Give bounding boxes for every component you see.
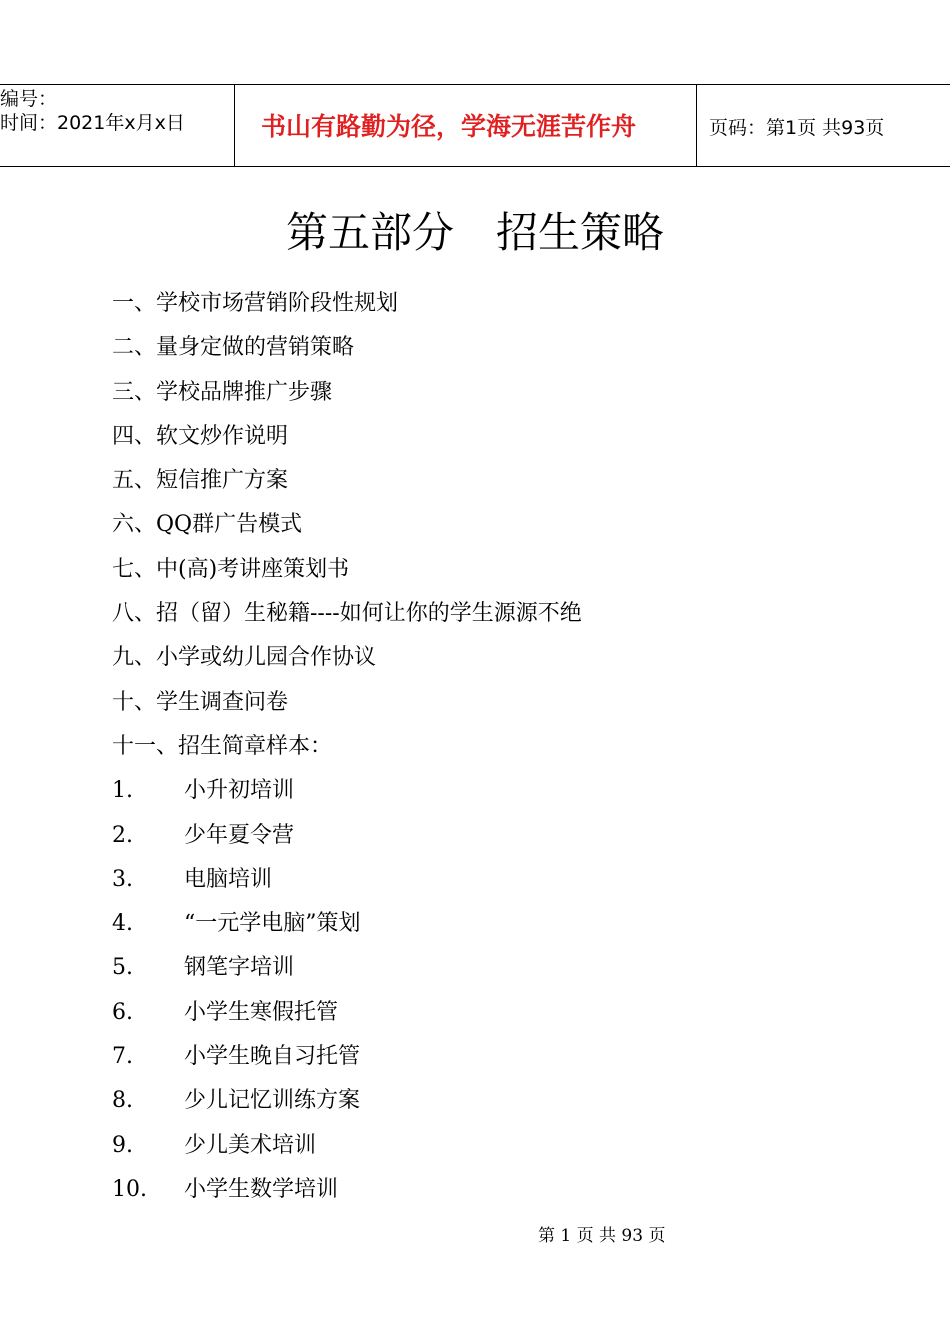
toc-section-item: 十一、招生简章样本： — [112, 733, 333, 759]
sample-list-item — [112, 771, 582, 815]
sample-title: 少年夏令营 — [184, 822, 295, 848]
sample-list-item — [112, 904, 582, 948]
sample-list-item — [112, 1037, 582, 1081]
header-motto: 书山有路勤为径，学海无涯苦作舟 — [261, 112, 637, 141]
page-header — [0, 84, 950, 167]
page-footer-number: 第 1 页 共 93 页 — [538, 1226, 666, 1246]
sample-list-item — [112, 1081, 582, 1125]
toc-section-item: 八、招（留）生秘籍----如何让你的学生源源不绝 — [112, 601, 582, 627]
sample-number: 5. — [112, 955, 133, 981]
sample-list-item — [112, 1170, 582, 1214]
header-left-cell — [0, 85, 235, 166]
toc-section-item: 七、中(高)考讲座策划书 — [112, 556, 350, 582]
sample-number: 1. — [112, 778, 133, 804]
toc-section-item: 六、QQ群广告模式 — [112, 512, 303, 538]
sample-number: 3. — [112, 866, 133, 892]
toc-section-item: 九、小学或幼儿园合作协议 — [112, 645, 377, 671]
sample-number: 4. — [112, 911, 133, 937]
header-page-info: 页码：第1页 共93页 — [709, 117, 885, 139]
sample-title: 小学生晚自习托管 — [184, 1044, 361, 1070]
sample-title: 少儿美术培训 — [184, 1132, 317, 1158]
sample-number: 6. — [112, 999, 133, 1025]
sample-title: 钢笔字培训 — [184, 955, 295, 981]
toc-section-item: 五、短信推广方案 — [112, 468, 289, 494]
sample-number: 8. — [112, 1088, 133, 1114]
toc-section-item: 一、学校市场营销阶段性规划 — [112, 291, 399, 316]
sample-number: 2. — [112, 822, 133, 848]
document-title: 第五部分 招生策略 — [285, 208, 664, 257]
table-of-contents — [112, 284, 582, 1214]
sample-list-item — [112, 816, 582, 860]
sample-title: 小学生数学培训 — [184, 1176, 339, 1202]
sample-number: 7. — [112, 1044, 133, 1070]
toc-section-item: 四、软文炒作说明 — [112, 423, 289, 449]
sample-title: 少儿记忆训练方案 — [184, 1088, 361, 1114]
sample-title: 小学生寒假托管 — [184, 999, 339, 1025]
document-time-label: 时间：2021年x月x日 — [0, 112, 185, 134]
sample-list-item — [112, 860, 582, 904]
sample-list-item — [112, 993, 582, 1037]
sample-title: “一元学电脑”策划 — [184, 911, 361, 937]
sample-title: 电脑培训 — [184, 866, 273, 892]
sample-number: 9. — [112, 1132, 133, 1158]
sample-number: 10. — [112, 1176, 147, 1202]
toc-section-item: 十、学生调查问卷 — [112, 689, 289, 715]
header-center-cell — [235, 85, 697, 166]
document-code-label: 编号： — [0, 88, 58, 110]
sample-list-item — [112, 1126, 582, 1170]
sample-list-item — [112, 948, 582, 992]
toc-section-item: 三、学校品牌推广步骤 — [112, 379, 333, 405]
sample-title: 小升初培训 — [184, 778, 295, 804]
toc-section-item: 二、量身定做的营销策略 — [112, 335, 355, 361]
